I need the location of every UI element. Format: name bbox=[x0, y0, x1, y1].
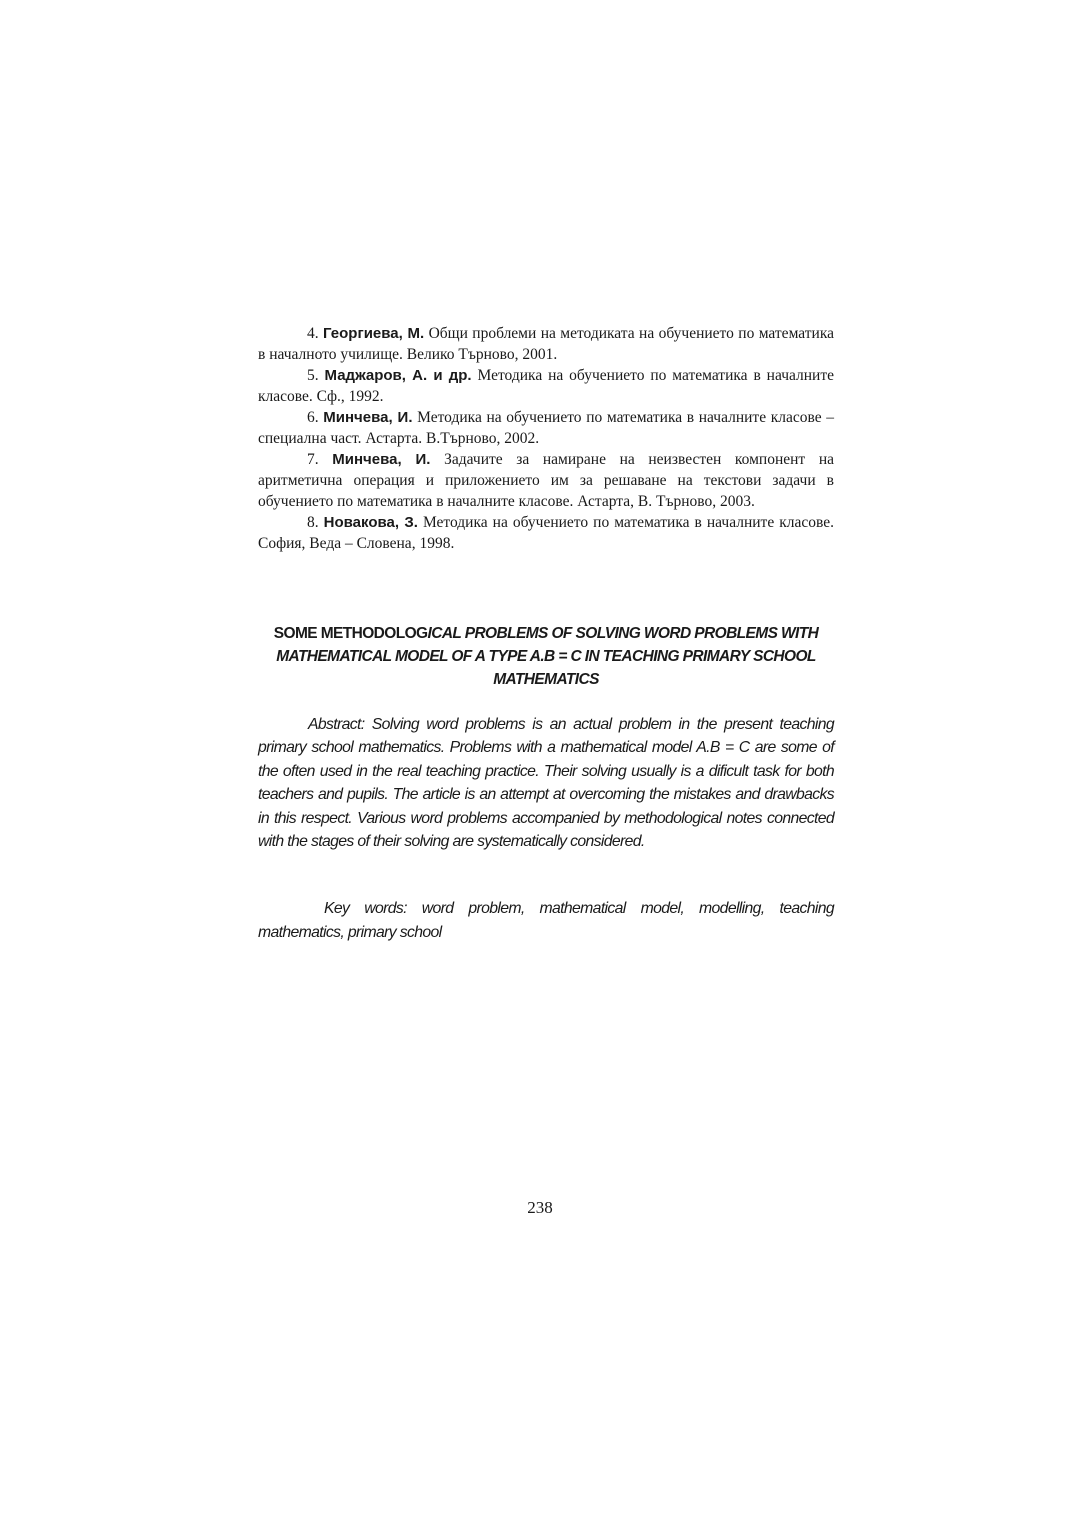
reference-item bbox=[258, 365, 834, 407]
title-rest: ICAL PROBLEMS OF SOLVING WORD PROBLEMS WITH MATHEMATICAL MODEL OF A TYPE A.B = C IN TEACHING PRIMARY SCHOOL MATHEMATICS bbox=[276, 625, 819, 688]
abstract: Abstract: Solving word problems is an actual problem in the present teaching primary school mathematics. Problems with a mathematical model A.B = C are some of the often used in the real teaching practice. Their solving usually is a dificult task for both teachers and pupils. The article is an attempt at overcoming the mistakes and drawbacks in this respect. Various word problems accompanied by methodological notes connected with the stages of their solving are systematically considered. bbox=[258, 716, 834, 851]
reference-text: Методика на обучението по математика в началните класове – специална част. Астарта. В.Търново, 2002. bbox=[258, 409, 834, 447]
reference-text: Методика на обучението по математика в началните класове. София, Веда – Словена, 1998. bbox=[258, 514, 834, 552]
reference-item bbox=[258, 512, 834, 554]
reference-author: Минчева, И. bbox=[332, 451, 431, 468]
reference-text: Методика на обучението по математика в началните класове. Сф., 1992. bbox=[258, 367, 835, 405]
reference-text: Задачите за намиране на неизвестен компонент на аритметична операция и приложението им за решаване на текстови задачи в обучението по математика в началните класове. Астарта, В. Търново, 2003. bbox=[258, 451, 835, 510]
reference-list bbox=[258, 323, 834, 554]
title-lead: SOME METHODOLOG bbox=[273, 625, 428, 642]
reference-item bbox=[258, 323, 834, 365]
reference-item bbox=[258, 449, 834, 512]
reference-author: Минчева, И. bbox=[323, 409, 413, 426]
reference-item bbox=[258, 407, 834, 449]
reference-number: 4. bbox=[307, 325, 319, 342]
page-number: 238 bbox=[527, 1198, 553, 1217]
article-title bbox=[258, 622, 834, 691]
reference-number: 7. bbox=[307, 451, 319, 468]
reference-number: 5. bbox=[307, 367, 319, 384]
reference-author: Новакова, З. bbox=[323, 514, 418, 531]
reference-number: 8. bbox=[307, 514, 319, 531]
reference-number: 6. bbox=[307, 409, 319, 426]
reference-author: Георгиева, М. bbox=[323, 325, 425, 342]
keywords: Key words: word problem, mathematical model, modelling, teaching mathematics, primary school bbox=[258, 900, 834, 941]
reference-text: Общи проблеми на методиката на обучението по математика в началното училище. Велико Търново, 2001. bbox=[258, 325, 834, 363]
reference-author: Маджаров, А. и др. bbox=[324, 367, 472, 384]
